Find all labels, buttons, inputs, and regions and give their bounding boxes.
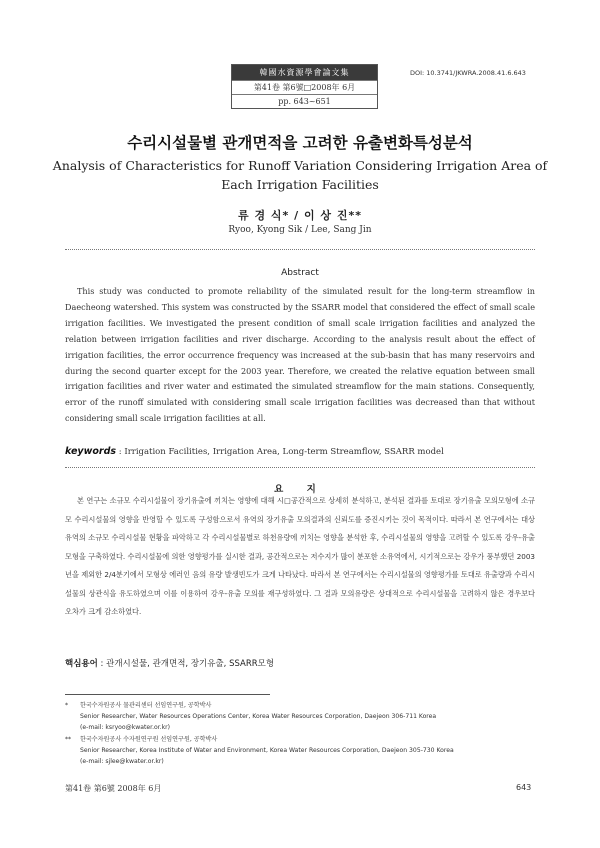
footer-issue: 第41卷 第6號 2008年 6月 bbox=[65, 784, 162, 793]
keywords-ko-text: : 관개시설물, 관개면적, 장기유출, SSARR모형 bbox=[97, 659, 275, 669]
authors-korean: 류 경 식* / 이 상 진** bbox=[237, 209, 362, 222]
footnote-1-line1: 한국수자원공사 물관리센터 선임연구원, 공학박사 bbox=[80, 702, 212, 709]
footnote-divider bbox=[65, 694, 270, 695]
authors-english: Ryoo, Kyong Sik / Lee, Sang Jin bbox=[228, 225, 372, 235]
footnote-1-mark: * bbox=[65, 702, 69, 709]
keywords-line bbox=[65, 446, 444, 457]
journal-info-box bbox=[231, 64, 378, 109]
footnote-1-line2: Senior Researcher, Water Resources Operations Center, Korea Water Resources Corporation, Daejeon 306-711 Korea bbox=[80, 713, 437, 720]
summary-heading: 요 지 bbox=[274, 484, 326, 495]
journal-pages: pp. 643~651 bbox=[232, 94, 377, 108]
footnote-2-mark: ** bbox=[65, 736, 72, 743]
abstract-text: This study was conducted to promote reliability of the simulated result for the long-term streamflow in Daecheong watershed. This system was constructed by the SSARR model that considered the effect of small scale irrigation facilities. We investigated the present condition of small scale irrigation facilities and analyzed the relation between irrigation facilities and river discharge. According to the analysis result about the effect of irrigation facilities, the error occurrence frequency was increased at the sub-basin that has many reservoirs and during the second quarter except for the 2003 year. Therefore, we created the relative equation between small irrigation facilities and river water and estimated the simulated streamflow for the main stations. Consequently, error of the runoff simulated with considering small scale irrigation facilities was decreased than that without considering small scale irrigation facilities at all. bbox=[65, 286, 535, 424]
footnote-2 bbox=[65, 734, 545, 767]
footnote-2-line1: 한국수자원공사 수자원연구원 선임연구원, 공학박사 bbox=[80, 736, 218, 743]
title-english: Analysis of Characteristics for Runoff Variation Considering Irrigation Area of Each Irrigation Facilities bbox=[52, 158, 548, 192]
page-number: 643 bbox=[516, 783, 532, 792]
abstract-heading: Abstract bbox=[281, 268, 319, 278]
footnote-2-line3: (e-mail: sjlee@kwater.or.kr) bbox=[80, 758, 164, 765]
divider-middle bbox=[65, 467, 535, 468]
footnote-1 bbox=[65, 700, 545, 733]
keywords-ko-label: 핵심용어 bbox=[65, 659, 98, 669]
journal-name: 韓國水資源學會論文集 bbox=[232, 65, 377, 80]
title-korean: 수리시설물별 관개면적을 고려한 유출변화특성분석 bbox=[127, 134, 473, 152]
summary-text: 본 연구는 소규모 수리시설물이 장기유출에 끼치는 영향에 대해 시□공간적으로 상세히 분석하고, 분석된 결과를 토대로 장기유출 모의모형에 소규모 수리시설물의 영향을 반영할 수 있도록 구성함으로서 유역의 장기유출 모의결과의 신뢰도를 증진시키는 것이 목적이다. 따라서 본 연구에서는 대상유역의 소규모 수리시설물 현황을 파악하고 각 수리시설물별로 하천유량에 끼치는 영향을 분석한 후, 수리시설물의 영향을 고려할 수 있도록 강우-유출 모형을 구축하였다. 수리시설물에 의한 영향평가를 실시한 결과, 공간적으로는 저수지가 많이 분포한 소유역에서, 시기적으로는 강우가 풍부했던 2003년을 제외한 2/4분기에서 모형상 에러인 음의 유량 발생빈도가 크게 나타났다. 따라서 본 연구에서는 수리시설물의 영향평가를 토대로 유출량과 수리시설물의 상관식을 유도하였으며 이를 이용하여 강우-유출 모의를 재구성하였다. 그 결과 모의유량은 상대적으로 수리시설물을 고려하지 않은 경우보다 오차가 크게 감소하였다. bbox=[65, 496, 535, 616]
keywords-ko-line bbox=[65, 657, 274, 669]
keywords-text: : Irrigation Facilities, Irrigation Area, Long-term Streamflow, SSARR model bbox=[116, 447, 444, 457]
doi-label: DOI: 10.3741/JKWRA.2008.41.6.643 bbox=[410, 69, 526, 77]
keywords-label: keywords bbox=[65, 446, 117, 457]
divider-top bbox=[65, 249, 535, 250]
journal-volume: 第41卷 第6號□2008年 6月 bbox=[232, 80, 377, 94]
footnote-1-line3: (e-mail: ksryoo@kwater.or.kr) bbox=[80, 724, 171, 731]
footnote-2-line2: Senior Researcher, Korea Institute of Water and Environment, Korea Water Resources Corporation, Daejeon 305-730 Korea bbox=[80, 747, 454, 754]
